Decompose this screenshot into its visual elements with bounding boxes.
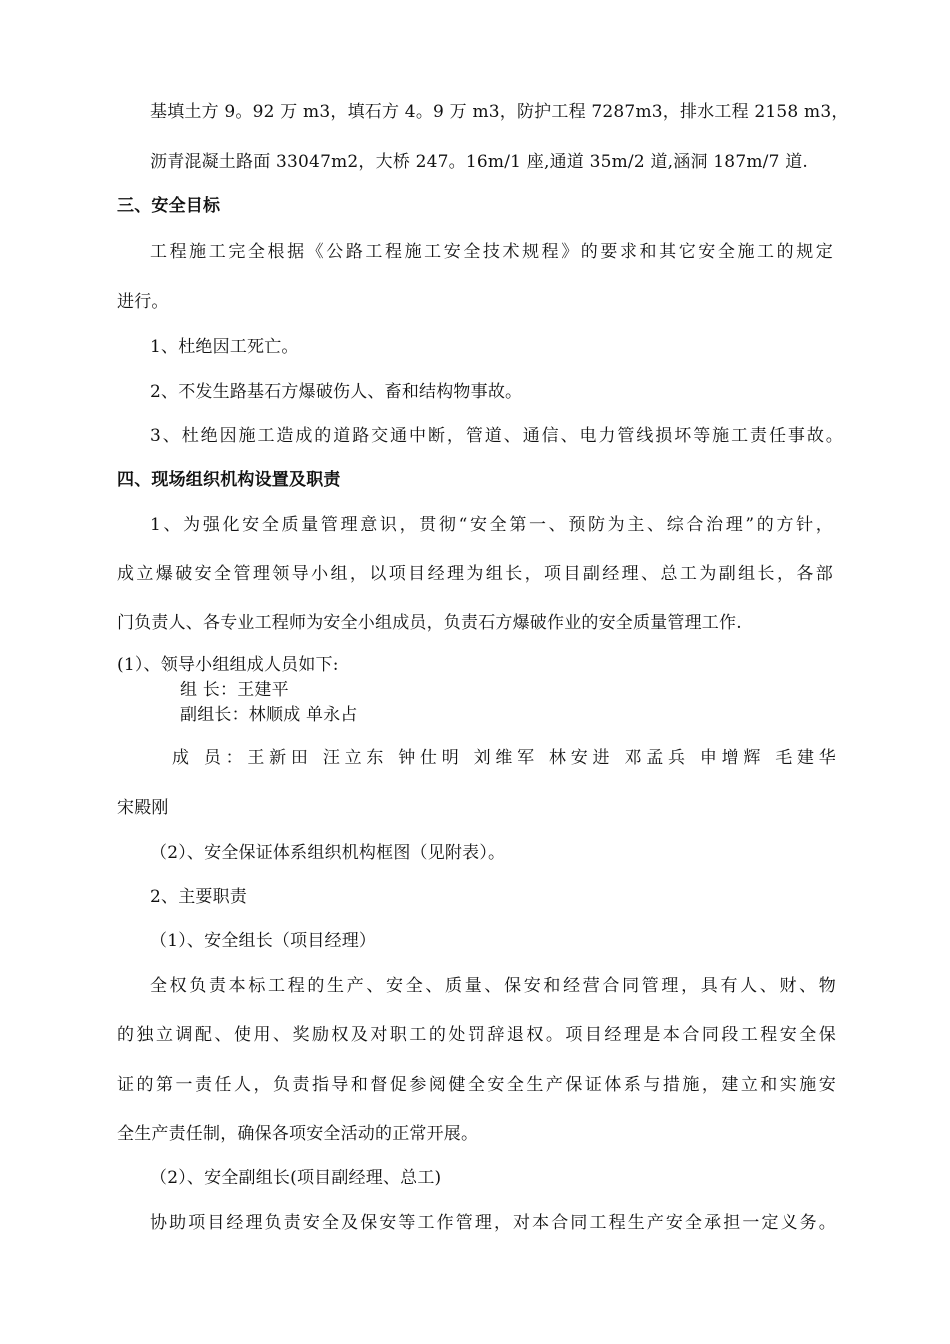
text-line: 1、为强化安全质量管理意识，贯彻“安全第一、预防为主、综合治理”的方针， bbox=[150, 515, 833, 535]
text-line: 工程施工完全根据《公路工程施工安全技术规程》的要求和其它安全施工的规定 bbox=[150, 242, 833, 262]
text-line: 协助项目经理负责安全及保安等工作管理，对本合同工程生产安全承担一定义务。 bbox=[150, 1213, 836, 1233]
member-line: 组 长：王建平 bbox=[180, 680, 289, 700]
text-line: 基填土方 9。92 万 m3，填石方 4。9 万 m3，防护工程 7287m3，排水工程 2158 m3， bbox=[150, 102, 849, 122]
text-line: （2）、安全保证体系组织机构框图（见附表）。 bbox=[150, 843, 506, 863]
text-line: （2）、安全副组长(项目副经理、总工) bbox=[150, 1168, 442, 1188]
member-line: 成 员：王新田 汪立东 钟仕明 刘维军 林安进 邓孟兵 申增辉 毛建华 bbox=[172, 748, 836, 768]
text-line: 证的第一责任人，负责指导和督促参阅健全安全生产保证体系与措施，建立和实施安 bbox=[117, 1075, 836, 1095]
text-line: 成立爆破安全管理领导小组，以项目经理为组长，项目副经理、总工为副组长，各部 bbox=[117, 564, 833, 584]
list-item: 1、杜绝因工死亡。 bbox=[150, 337, 299, 357]
text-line: 全权负责本标工程的生产、安全、质量、保安和经营合同管理，具有人、财、物 bbox=[150, 976, 836, 996]
text-line: （1）、安全组长（项目经理） bbox=[150, 931, 377, 951]
text-line: 沥青混凝土路面 33047m2，大桥 247。16m/1 座,通道 35m/2 道,涵洞 187m/7 道. bbox=[150, 152, 809, 172]
text-line: (1）、领导小组组成人员如下: bbox=[117, 655, 339, 675]
member-line: 副组长：林顺成 单永占 bbox=[180, 705, 358, 725]
text-line: 的独立调配、使用、奖励权及对职工的处罚辞退权。项目经理是本合同段工程安全保 bbox=[117, 1025, 836, 1045]
text-line: 进行。 bbox=[117, 292, 169, 312]
text-line: 2、主要职责 bbox=[150, 887, 248, 907]
section-heading: 三、安全目标 bbox=[117, 196, 221, 216]
section-heading: 四、现场组织机构设置及职责 bbox=[117, 470, 341, 490]
list-item: 3、杜绝因施工造成的道路交通中断，管道、通信、电力管线损坏等施工责任事故。 bbox=[150, 426, 843, 446]
member-line: 宋殿刚 bbox=[117, 798, 169, 818]
text-line: 门负责人、各专业工程师为安全小组成员，负责石方爆破作业的安全质量管理工作. bbox=[117, 613, 742, 633]
text-line: 全生产责任制，确保各项安全活动的正常开展。 bbox=[117, 1124, 479, 1144]
list-item: 2、不发生路基石方爆破伤人、畜和结构物事故。 bbox=[150, 382, 523, 402]
